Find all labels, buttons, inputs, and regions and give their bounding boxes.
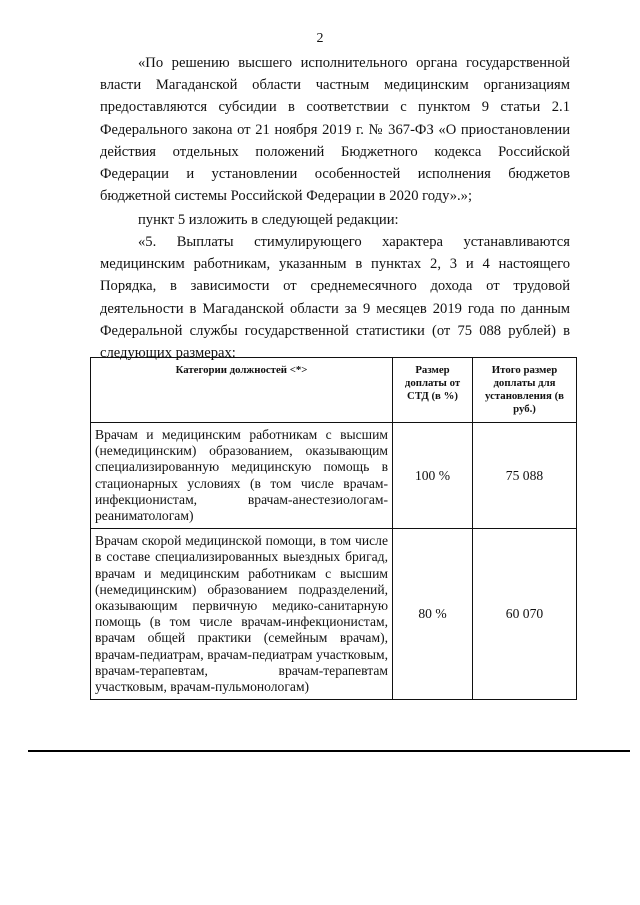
paragraph-text: «5. Выплаты стимулирующего характера устанавливаются медицинским работникам, указанным в пунктах 2, 3 и 4 настоящего Порядка, в зависимости от среднемесячного дохода от трудовой деятельности в Магаданской области за 9 месяцев 2019 года по данным Федеральной службы государственной статистики (от 75 088 рублей) в следующих размерах: [100, 234, 570, 362]
paragraph-text: «По решению высшего исполнительного органа государственной власти Магаданской области частным медицинским организациям предоставляются субсидии в соответствии с пунктом 9 статьи 2.1 Федерального закона от 21 ноября 2019 г. № 367-ФЗ «О приостановлении действия отдельных положений Бюджетного кодекса Российской Федерации и установлении особенностей исполнения бюджетов бюджетной системы Российской Федерации в 2020 году».»; [100, 55, 570, 205]
row-percent: 80 % [393, 529, 473, 700]
header-percent: Размер доплаты от СТД (в %) [393, 358, 473, 423]
header-category: Категории должностей <*> [91, 358, 393, 423]
header-amount: Итого размер доплаты для установления (в руб.) [473, 358, 577, 423]
paragraph-point-5 [100, 231, 570, 364]
table-row [91, 423, 577, 529]
paragraph-text: пункт 5 изложить в следующей редакции: [138, 212, 399, 228]
row-category: Врачам и медицинским работникам с высшим (немедицинским) образованием, оказывающим специализированную медицинскую помощь в стационарных условиях (в том числе врачам-инфекционистам, врачам-анестезиологам-реаниматологам) [91, 423, 393, 529]
row-amount: 60 070 [473, 529, 577, 700]
page-number: 2 [316, 31, 324, 46]
page-separator-line [28, 750, 630, 752]
paragraph-subsidies [100, 52, 570, 207]
row-percent: 100 % [393, 423, 473, 529]
row-amount: 75 088 [473, 423, 577, 529]
paragraph-point-5-intro [100, 209, 570, 231]
row-category: Врачам скорой медицинской помощи, в том числе в составе специализированных выездных бригад, врачам и медицинским работникам с высшим (немедицинским) образованием подразделений, оказывающим первичную медико-санитарную помощь (в том числе врачам-инфекционистам, врачам общей практики (семейным врачам), врачам-педиатрам, врачам-педиатрам участковым, врачам-терапевтам, врачам-терапевтам участковым, врачам-пульмонологам) [91, 529, 393, 700]
table-header-row [91, 358, 577, 423]
payments-table [90, 357, 577, 700]
table-row [91, 529, 577, 700]
